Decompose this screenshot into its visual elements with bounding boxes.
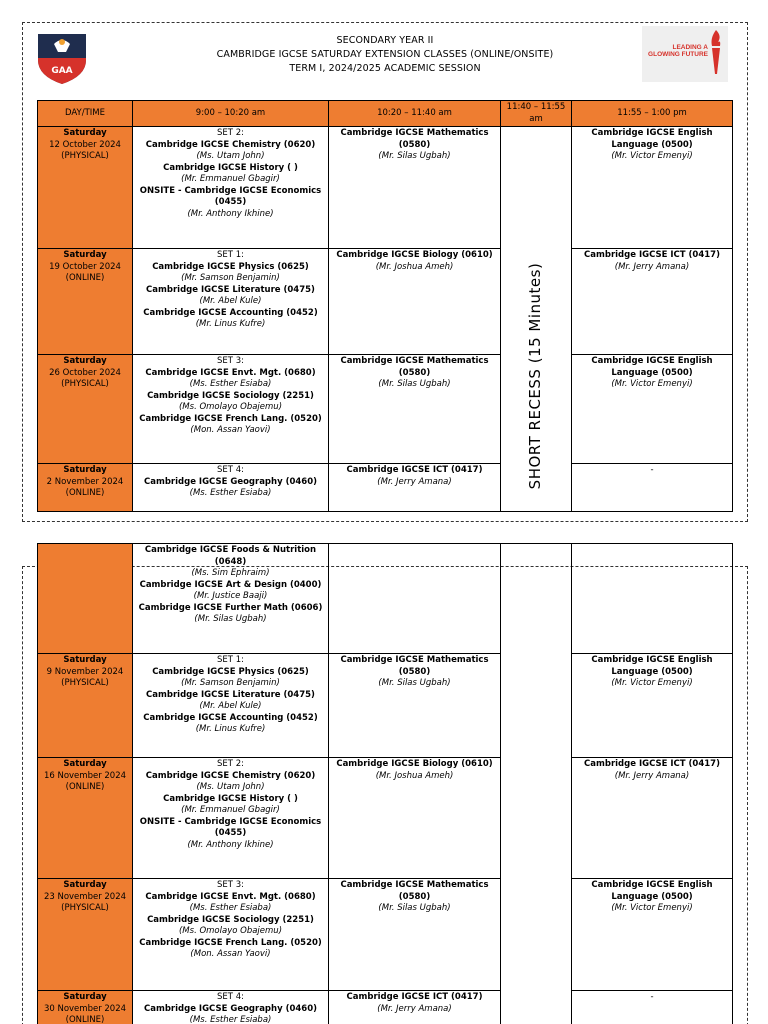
subject-name: Cambridge IGCSE Envt. Mgt. (0680) — [145, 367, 316, 378]
tutor-name: (Ms. Sim Ephraim) — [191, 568, 270, 578]
slot2-cell — [329, 127, 501, 249]
set-label: SET 4: — [217, 992, 244, 1002]
title-line-1: SECONDARY YEAR II — [336, 35, 434, 46]
slot3-cell — [572, 879, 733, 991]
tutor-name: (Mr. Victor Emenyi) — [611, 379, 693, 389]
day-cell — [38, 355, 133, 464]
tutor-name: (Mr. Samson Benjamin) — [181, 273, 280, 283]
table-header-row — [38, 101, 733, 127]
tutor-name: (Mon. Assan Yaovi) — [190, 949, 271, 959]
title-line-3: TERM I, 2024/2025 ACADEMIC SESSION — [289, 63, 481, 74]
tutor-name: (Mr. Jerry Amana) — [614, 261, 690, 272]
subject-name: Cambridge IGCSE Envt. Mgt. (0680) — [145, 891, 316, 902]
set-label: SET 3: — [217, 880, 244, 890]
subject-name: Cambridge IGCSE Sociology (2251) — [147, 390, 314, 401]
tutor-name: (Mr. Jerry Amana) — [377, 476, 452, 487]
tutor-name: (Ms. Esther Esiaba) — [189, 379, 272, 389]
slot3-cell — [572, 249, 733, 355]
day-cell — [38, 879, 133, 991]
tutor-name: (Mr. Victor Emenyi) — [611, 903, 693, 913]
table-row — [38, 249, 733, 355]
subject-name: Cambridge IGCSE History ( ) — [163, 162, 298, 173]
tutor-name: (Mr. Linus Kufre) — [195, 724, 266, 734]
subject-name: ONSITE - Cambridge IGCSE Economics (0455) — [139, 816, 322, 838]
tutor-name: (Mr. Joshua Ameh) — [375, 261, 454, 272]
day-date: 2 November 2024 — [46, 476, 124, 487]
day-mode: (ONLINE) — [65, 1015, 105, 1024]
day-day: Saturday — [63, 992, 107, 1002]
day-day: Saturday — [63, 880, 107, 890]
day-mode: (PHYSICAL) — [61, 903, 109, 913]
subject-name: Cambridge IGCSE Further Math (0606) — [138, 602, 323, 613]
day-cell — [38, 654, 133, 758]
set-label: SET 2: — [217, 759, 244, 769]
slot3-cell — [572, 544, 733, 654]
col-header-slot3: 11:55 – 1:00 pm — [572, 101, 733, 127]
tutor-name: (Mon. Assan Yaovi) — [190, 425, 271, 435]
gaa-shield-icon — [36, 30, 88, 86]
subject-name: Cambridge IGCSE Biology (0610) — [336, 759, 493, 769]
tutor-name: (Mr. Silas Ugbah) — [378, 903, 451, 913]
subject-name: Cambridge IGCSE Biology (0610) — [336, 250, 493, 260]
subject-name: Cambridge IGCSE Foods & Nutrition (0648) — [144, 545, 317, 567]
subject-name: Cambridge IGCSE ICT (0417) — [584, 250, 720, 260]
col-header-recess: 11:40 – 11:55 am — [501, 101, 572, 127]
schedule-table-page-2 — [37, 543, 733, 1024]
document-title — [150, 34, 620, 76]
tutor-name: (Mr. Jerry Amana) — [614, 770, 690, 781]
tutor-name: (Mr. Jerry Amana) — [377, 1003, 452, 1014]
table-row — [38, 654, 733, 758]
table-row — [38, 127, 733, 249]
subject-name: Cambridge IGCSE English Language (0500) — [591, 128, 713, 150]
table-row — [38, 544, 733, 654]
slot3-cell — [572, 355, 733, 464]
slot2-cell — [329, 879, 501, 991]
day-cell — [38, 544, 133, 654]
subject-name: Cambridge IGCSE Chemistry (0620) — [145, 139, 316, 150]
subject-name: Cambridge IGCSE ICT (0417) — [346, 465, 483, 475]
tutor-name: (Mr. Emmanuel Gbagir) — [181, 805, 280, 815]
slot1-cell — [133, 654, 329, 758]
slot3-cell — [572, 991, 733, 1024]
leading-glowing-future-logo — [642, 26, 728, 82]
set-label: SET 3: — [217, 356, 244, 366]
subject-name: Cambridge IGCSE Mathematics (0580) — [340, 356, 489, 378]
tutor-name: (Mr. Silas Ugbah) — [378, 151, 451, 161]
tutor-name: (Mr. Silas Ugbah) — [378, 678, 451, 688]
gaa-logo-text: GAA — [51, 66, 73, 76]
tutor-name: (Ms. Esther Esiaba) — [189, 1015, 272, 1024]
subject-name: Cambridge IGCSE Art & Design (0400) — [139, 579, 322, 590]
day-date: 9 November 2024 — [46, 666, 124, 677]
day-date: 19 October 2024 — [49, 261, 121, 272]
subject-name: Cambridge IGCSE Geography (0460) — [144, 1003, 317, 1014]
short-recess-label — [502, 245, 568, 507]
title-line-2: CAMBRIDGE IGCSE SATURDAY EXTENSION CLASSES (ONLINE/ONSITE) — [216, 49, 554, 60]
tutor-name: (Mr. Silas Ugbah) — [194, 614, 267, 624]
set-label: - — [650, 992, 654, 1002]
day-cell — [38, 249, 133, 355]
schedule-table-page-1 — [37, 100, 733, 512]
day-date: 30 November 2024 — [43, 1003, 127, 1014]
tutor-name: (Mr. Anthony Ikhine) — [187, 839, 274, 850]
short-recess-text: SHORT RECESS (15 Minutes) — [526, 262, 544, 490]
day-date: 12 October 2024 — [49, 139, 121, 150]
day-mode: (PHYSICAL) — [61, 151, 109, 161]
subject-name: Cambridge IGCSE Physics (0625) — [152, 261, 309, 272]
slot3-cell — [572, 127, 733, 249]
day-day: Saturday — [63, 356, 107, 366]
subject-name: Cambridge IGCSE French Lang. (0520) — [139, 937, 322, 948]
tutor-name: (Ms. Omolayo Obajemu) — [178, 402, 283, 412]
subject-name: Cambridge IGCSE Geography (0460) — [144, 476, 317, 487]
day-cell — [38, 464, 133, 512]
table-row — [38, 355, 733, 464]
tutor-name: (Mr. Silas Ugbah) — [378, 379, 451, 389]
tutor-name: (Mr. Victor Emenyi) — [611, 678, 693, 688]
tutor-name: (Mr. Abel Kule) — [199, 296, 262, 306]
subject-name: Cambridge IGCSE French Lang. (0520) — [139, 413, 322, 424]
day-day: Saturday — [63, 465, 107, 475]
table-row — [38, 991, 733, 1024]
slot2-cell — [329, 991, 501, 1024]
tutor-name: (Mr. Emmanuel Gbagir) — [181, 174, 280, 184]
subject-name: Cambridge IGCSE Accounting (0452) — [143, 712, 318, 723]
day-day: Saturday — [63, 128, 107, 138]
slot2-cell — [329, 355, 501, 464]
table-row — [38, 758, 733, 879]
col-header-slot2: 10:20 – 11:40 am — [329, 101, 501, 127]
set-label: SET 1: — [217, 655, 244, 665]
tutor-name: (Mr. Joshua Ameh) — [375, 770, 454, 781]
slot1-cell — [133, 355, 329, 464]
logo-slogan: LEADING A GLOWING FUTURE — [648, 44, 708, 58]
subject-name: Cambridge IGCSE Chemistry (0620) — [145, 770, 316, 781]
subject-name: Cambridge IGCSE ICT (0417) — [346, 992, 483, 1002]
subject-name: Cambridge IGCSE History ( ) — [163, 793, 298, 804]
subject-name: Cambridge IGCSE Mathematics (0580) — [340, 128, 489, 150]
tutor-name: (Mr. Victor Emenyi) — [611, 151, 693, 161]
tutor-name: (Mr. Abel Kule) — [199, 701, 262, 711]
day-mode: (ONLINE) — [65, 273, 105, 283]
subject-name: Cambridge IGCSE ICT (0417) — [584, 759, 720, 769]
subject-name: Cambridge IGCSE Mathematics (0580) — [340, 655, 489, 677]
tutor-name: (Ms. Utam John) — [196, 782, 265, 792]
slot2-cell — [329, 249, 501, 355]
subject-name: Cambridge IGCSE Sociology (2251) — [147, 914, 314, 925]
slot1-cell — [133, 879, 329, 991]
set-label: - — [650, 465, 654, 475]
subject-name: Cambridge IGCSE Literature (0475) — [146, 689, 315, 700]
slot1-cell — [133, 544, 329, 654]
tutor-name: (Mr. Anthony Ikhine) — [187, 208, 274, 219]
slot2-cell — [329, 544, 501, 654]
tutor-name: (Mr. Linus Kufre) — [195, 319, 266, 329]
tutor-name: (Mr. Justice Baaji) — [193, 591, 268, 601]
subject-name: Cambridge IGCSE English Language (0500) — [591, 356, 713, 378]
set-label: SET 2: — [217, 128, 244, 138]
slot1-cell — [133, 758, 329, 879]
subject-name: Cambridge IGCSE Mathematics (0580) — [340, 880, 489, 902]
subject-name: Cambridge IGCSE English Language (0500) — [591, 655, 713, 677]
day-date: 26 October 2024 — [49, 367, 121, 378]
gaa-logo — [36, 30, 88, 86]
table-row — [38, 464, 733, 512]
day-cell — [38, 127, 133, 249]
subject-name: ONSITE - Cambridge IGCSE Economics (0455) — [139, 185, 322, 207]
day-cell — [38, 991, 133, 1024]
day-cell — [38, 758, 133, 879]
slot1-cell — [133, 249, 329, 355]
subject-name: Cambridge IGCSE Physics (0625) — [152, 666, 309, 677]
day-date: 23 November 2024 — [43, 891, 127, 902]
day-mode: (ONLINE) — [65, 782, 105, 792]
subject-name: Cambridge IGCSE English Language (0500) — [591, 880, 713, 902]
day-day: Saturday — [63, 655, 107, 665]
day-mode: (ONLINE) — [65, 488, 105, 498]
tutor-name: (Ms. Esther Esiaba) — [189, 903, 272, 913]
slot1-cell — [133, 127, 329, 249]
torch-icon — [706, 28, 726, 76]
slot1-cell — [133, 991, 329, 1024]
tutor-name: (Ms. Omolayo Obajemu) — [178, 926, 283, 936]
slot3-cell — [572, 654, 733, 758]
col-header-slot1: 9:00 – 10:20 am — [133, 101, 329, 127]
slot1-cell — [133, 464, 329, 512]
tutor-name: (Ms. Esther Esiaba) — [189, 488, 272, 498]
slot2-cell — [329, 758, 501, 879]
recess-cell — [501, 544, 572, 1024]
day-day: Saturday — [63, 250, 107, 260]
slot3-cell — [572, 758, 733, 879]
day-date: 16 November 2024 — [43, 770, 127, 781]
tutor-name: (Ms. Utam John) — [196, 151, 265, 161]
day-mode: (PHYSICAL) — [61, 379, 109, 389]
tutor-name: (Mr. Samson Benjamin) — [181, 678, 280, 688]
slot3-cell — [572, 464, 733, 512]
table-row — [38, 879, 733, 991]
day-day: Saturday — [63, 759, 107, 769]
subject-name: Cambridge IGCSE Accounting (0452) — [143, 307, 318, 318]
set-label: SET 4: — [217, 465, 244, 475]
slot2-cell — [329, 654, 501, 758]
day-mode: (PHYSICAL) — [61, 678, 109, 688]
col-header-daytime: DAY/TIME — [38, 101, 133, 127]
slot2-cell — [329, 464, 501, 512]
set-label: SET 1: — [217, 250, 244, 260]
subject-name: Cambridge IGCSE Literature (0475) — [146, 284, 315, 295]
